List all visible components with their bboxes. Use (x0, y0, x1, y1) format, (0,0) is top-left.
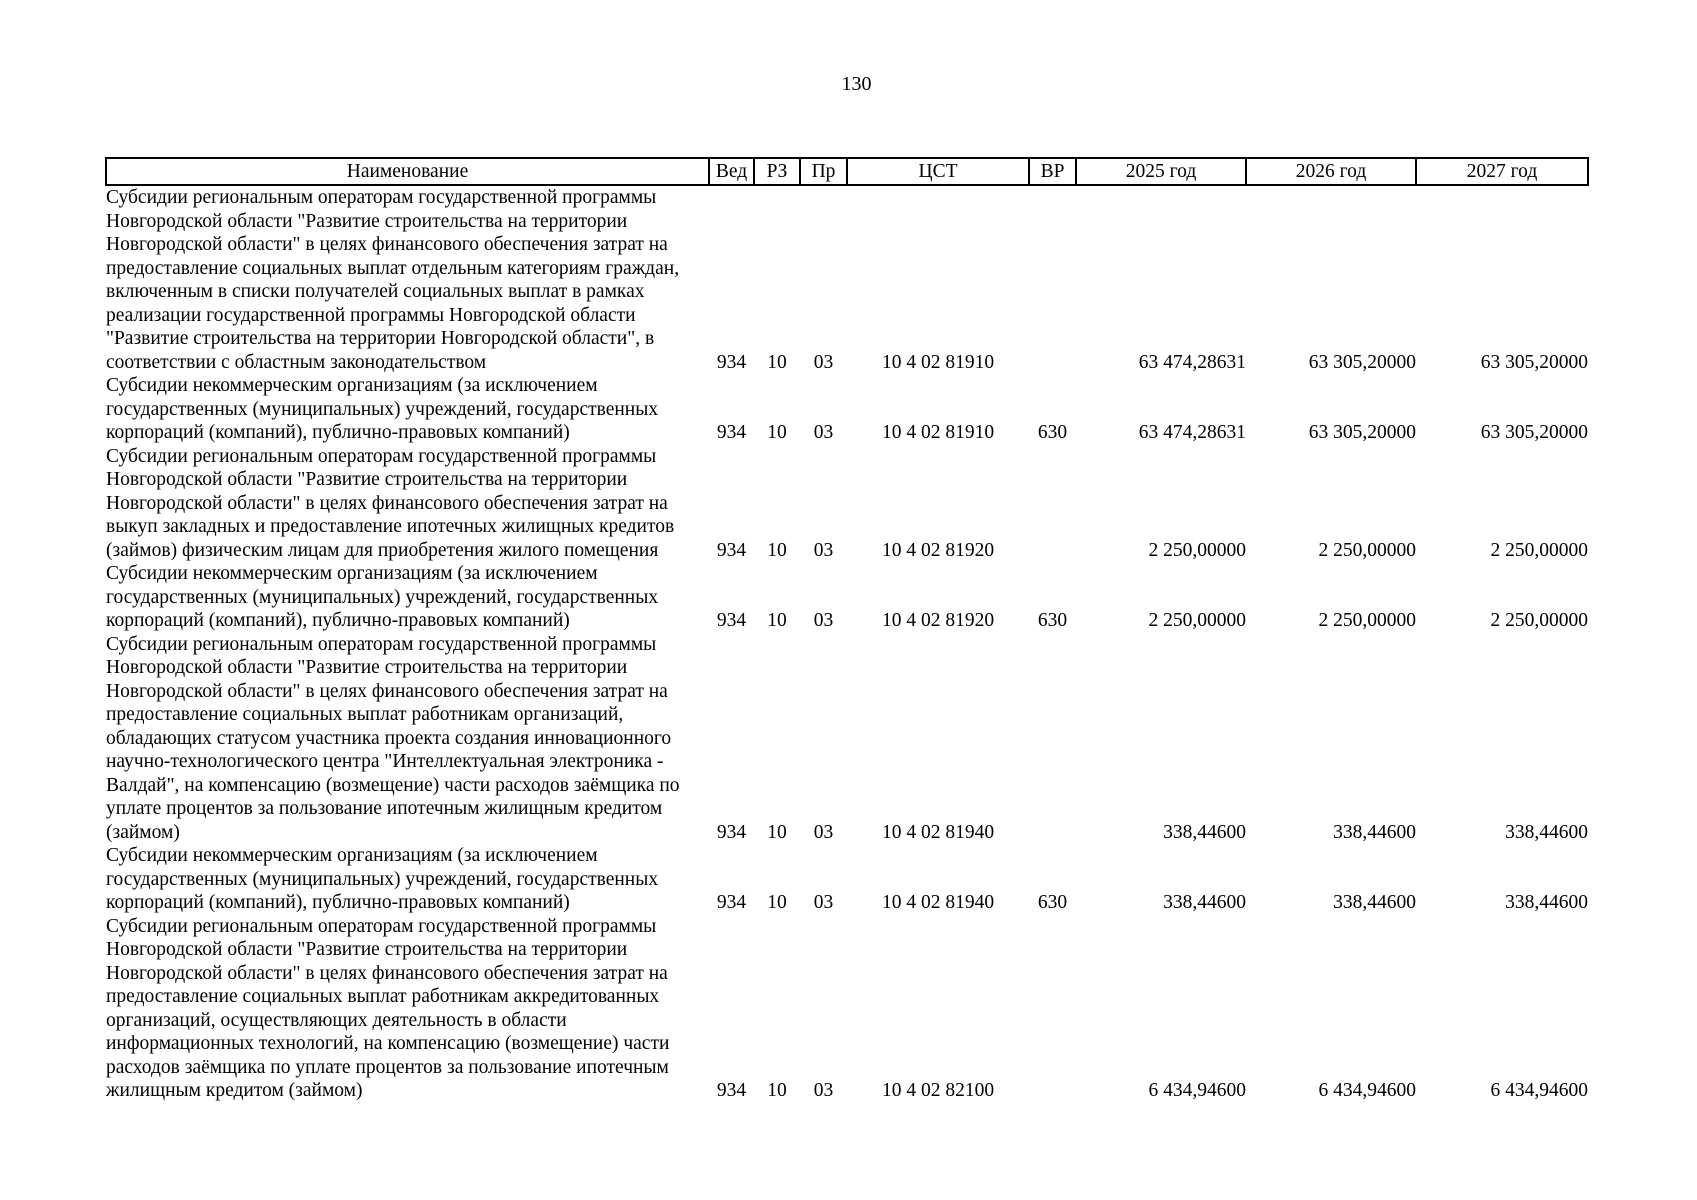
row-name: Субсидии некоммерческим организациям (за исключением государственных (муниципальных) учреждений, государственных корпораций (компаний), публично-правовых компаний) (106, 375, 659, 443)
row-pr: 03 (813, 892, 834, 913)
row-2025: 63 474,28631 (1138, 351, 1246, 373)
table-row (106, 915, 1588, 1103)
row-2025: 6 434,94600 (1148, 1080, 1246, 1101)
row-2026: 2 250,00000 (1318, 610, 1416, 631)
row-2027: 6 434,94600 (1490, 1080, 1588, 1101)
row-2026: 338,44600 (1333, 892, 1416, 913)
row-ved: 934 (716, 422, 747, 443)
row-cst: 10 4 02 81910 (881, 422, 995, 443)
row-cst: 10 4 02 81920 (881, 610, 995, 631)
row-name: Субсидии некоммерческим организациям (за исключением государственных (муниципальных) учреждений, государственных корпораций (компаний), публично-правовых компаний) (106, 563, 659, 631)
table-row (106, 445, 1588, 563)
row-vr: 630 (1037, 892, 1068, 913)
row-name: Субсидии региональным операторам государственной программы Новгородской области "Развитие строительства на территории Новгородской области" в целях финансового обеспечения затрат на предоставление социальных выплат отдельным категориям граждан, включенным в списки получателей социальных выплат в рамках реализации государственной программы Новгородской области "Развитие строительства на территории Новгородской области", в соответствии с областным законодательством (106, 187, 680, 373)
header-2025: 2025 год (1076, 158, 1246, 185)
table-header-row (106, 158, 1588, 185)
row-rz: 10 (767, 821, 787, 843)
table-row (106, 844, 1588, 915)
row-pr: 03 (813, 539, 834, 561)
header-cst: ЦСТ (847, 158, 1029, 185)
row-name: Субсидии некоммерческим организациям (за исключением государственных (муниципальных) учреждений, государственных корпораций (компаний), публично-правовых компаний) (106, 845, 659, 913)
page-number: 130 (841, 73, 872, 95)
row-2026: 2 250,00000 (1318, 539, 1416, 561)
table-row (106, 185, 1588, 374)
row-ved: 934 (716, 539, 747, 561)
row-ved: 934 (716, 610, 747, 631)
row-rz: 10 (767, 539, 787, 561)
row-pr: 03 (813, 821, 834, 843)
row-2027: 338,44600 (1505, 821, 1588, 843)
budget-table (105, 157, 1589, 1103)
row-cst: 10 4 02 81910 (881, 351, 995, 373)
row-rz: 10 (767, 422, 787, 443)
row-pr: 03 (813, 422, 834, 443)
table-row (106, 562, 1588, 633)
row-vr: 630 (1037, 422, 1068, 443)
row-ved: 934 (716, 1080, 747, 1101)
row-2027: 63 305,20000 (1480, 422, 1588, 443)
row-2025: 2 250,00000 (1148, 539, 1246, 561)
table-row (106, 633, 1588, 845)
row-rz: 10 (767, 351, 787, 373)
row-ved: 934 (716, 821, 747, 843)
row-2025: 2 250,00000 (1148, 610, 1246, 631)
row-vr (1029, 185, 1076, 374)
row-2026: 63 305,20000 (1308, 422, 1416, 443)
header-2026: 2026 год (1246, 158, 1416, 185)
row-ved: 934 (716, 351, 747, 373)
row-2027: 2 250,00000 (1490, 610, 1588, 631)
row-pr: 03 (813, 610, 834, 631)
row-pr: 03 (813, 351, 834, 373)
row-vr: 630 (1037, 610, 1068, 631)
row-vr (1029, 633, 1076, 845)
row-rz: 10 (767, 1080, 787, 1101)
row-rz: 10 (767, 610, 787, 631)
row-cst: 10 4 02 81940 (881, 821, 995, 843)
row-vr (1029, 915, 1076, 1103)
row-2025: 63 474,28631 (1138, 422, 1246, 443)
row-2027: 63 305,20000 (1480, 351, 1588, 373)
row-cst: 10 4 02 81920 (881, 539, 995, 561)
table-row (106, 374, 1588, 445)
row-rz: 10 (767, 892, 787, 913)
header-pr: Пр (800, 158, 847, 185)
header-ved: Вед (709, 158, 754, 185)
row-name: Субсидии региональным операторам государственной программы Новгородской области "Развитие строительства на территории Новгородской области" в целях финансового обеспечения затрат на предоставление социальных выплат работникам аккредитованных организаций, осуществляющих деятельность в области информационных технологий, на компенсацию (возмещение) части расходов заёмщика по уплате процентов за пользование ипотечным жилищным кредитом (займом) (106, 915, 670, 1101)
row-2026: 6 434,94600 (1318, 1080, 1416, 1101)
row-2026: 338,44600 (1333, 821, 1416, 843)
header-2027: 2027 год (1416, 158, 1588, 185)
row-pr: 03 (813, 1080, 834, 1101)
row-vr (1029, 445, 1076, 563)
row-name: Субсидии региональным операторам государственной программы Новгородской области "Развитие строительства на территории Новгородской области" в целях финансового обеспечения затрат на выкуп закладных и предоставление ипотечных жилищных кредитов (займов) физическим лицам для приобретения жилого помещения (106, 445, 675, 561)
row-2027: 338,44600 (1505, 892, 1588, 913)
row-ved: 934 (716, 892, 747, 913)
row-2026: 63 305,20000 (1308, 351, 1416, 373)
row-name: Субсидии региональным операторам государственной программы Новгородской области "Развитие строительства на территории Новгородской области" в целях финансового обеспечения затрат на предоставление социальных выплат работникам организаций, обладающих статусом участника проекта создания инновационного научно-технологического центра "Интеллектуальная электроника - Валдай", на компенсацию (возмещение) части расходов заёмщика по уплате процентов за пользование ипотечным жилищным кредитом (займом) (106, 633, 680, 843)
header-rz: РЗ (754, 158, 800, 185)
row-2025: 338,44600 (1163, 892, 1246, 913)
header-name: Наименование (106, 158, 709, 185)
row-2027: 2 250,00000 (1490, 539, 1588, 561)
header-vr: ВР (1029, 158, 1076, 185)
row-cst: 10 4 02 82100 (881, 1080, 995, 1101)
row-cst: 10 4 02 81940 (881, 892, 995, 913)
row-2025: 338,44600 (1163, 821, 1246, 843)
